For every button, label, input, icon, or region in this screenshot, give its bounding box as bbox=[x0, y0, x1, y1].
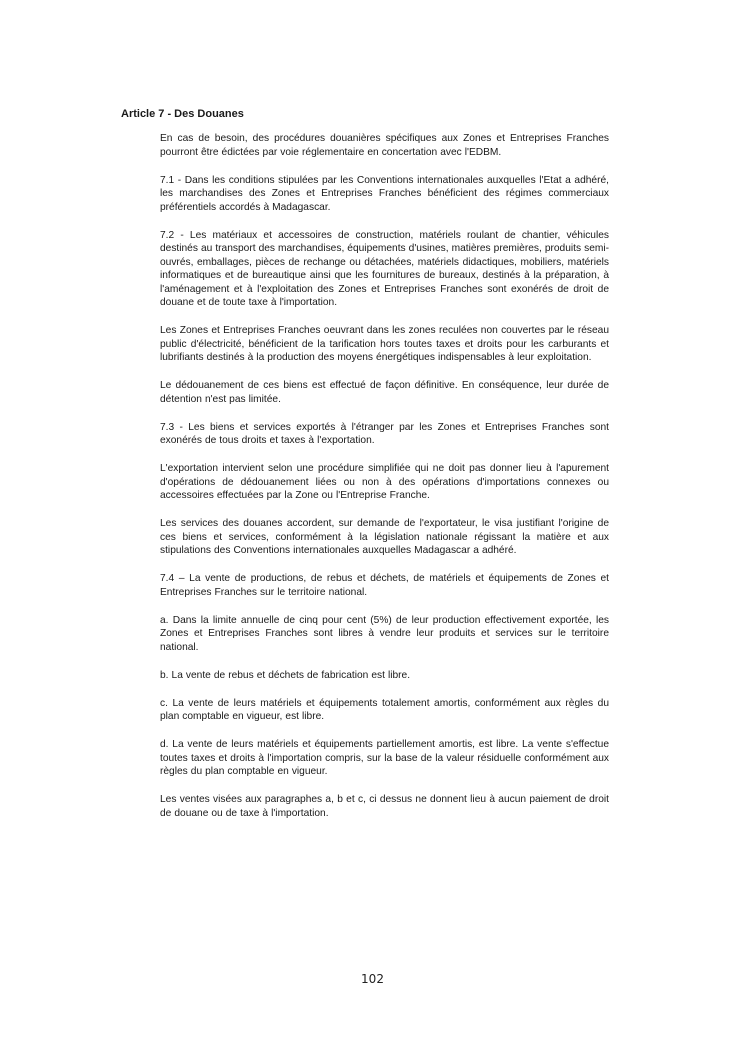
paragraph-dedouanement: Le dédouanement de ces biens est effectué de façon définitive. En conséquence, leur durée de détention n'est pas limitée. bbox=[160, 380, 609, 405]
page-number: 102 bbox=[361, 972, 384, 986]
paragraph-7-1: 7.1 - Dans les conditions stipulées par les Conventions internationales auxquelles l'Etat a adhéré, les marchandises des Zones et Entreprises Franches bénéficient des régimes commerciaux préférentiels accordés à Madagascar. bbox=[160, 174, 609, 213]
paragraph-7-4: 7.4 – La vente de productions, de rebus et déchets, de matériels et équipements de Zones et Entreprises Franches sur le territoire national. bbox=[160, 573, 609, 598]
paragraph-b: b. La vente de rebus et déchets de fabrication est libre. bbox=[160, 669, 411, 681]
paragraph-a: a. Dans la limite annuelle de cinq pour cent (5%) de leur production effectivement exportée, les Zones et Entreprises Franches sont libres à vendre leur produits et services sur le territoire national. bbox=[160, 614, 609, 653]
paragraph-intro: En cas de besoin, des procédures douanières spécifiques aux Zones et Entreprises Franches pourront être édictées par voie réglementaire en concertation avec l'EDBM. bbox=[160, 133, 609, 158]
paragraph-ventes-visees: Les ventes visées aux paragraphes a, b et c, ci dessus ne donnent lieu à aucun paiement de droit de douane ou de taxe à l'importation. bbox=[160, 794, 609, 819]
paragraph-services-douanes: Les services des douanes accordent, sur demande de l'exportateur, le visa justifiant l'origine de ces biens et services, conformément à la législation nationale régissant la matière et aux stipulations des Conventions internationales auxquelles Madagascar a adhéré. bbox=[160, 518, 609, 556]
paragraph-7-3: 7.3 - Les biens et services exportés à l'étranger par les Zones et Entreprises Franches sont exonérés de tous droits et taxes à l'exportation. bbox=[160, 421, 609, 446]
article-heading: Article 7 - Des Douanes bbox=[121, 108, 244, 120]
paragraph-7-2: 7.2 - Les matériaux et accessoires de construction, matériels roulant de chantier, véhicules destinés au transport des marchandises, équipements d'usines, matières premières, produits semi-ouvrés, emballages, pièces de rechange ou détachées, matériels didactiques, mobiliers, matériels informatiques et de bureautique ainsi que les fournitures de bureaux, destinés à la préparation, à l'aménagement et à l'exploitation des Zones et Entreprises Franches sont exonérés de droit de douane et de toute taxe à l'importation. bbox=[160, 229, 610, 308]
paragraph-zones-reculees: Les Zones et Entreprises Franches oeuvrant dans les zones reculées non couvertes par le réseau public d'électricité, bénéficient de la tarification hors toutes taxes et droits pour les carburants et lubrifiants destinés à la production des moyens énergétiques indispensables à leur exploitation. bbox=[160, 325, 609, 363]
paragraph-c: c. La vente de leurs matériels et équipements totalement amortis, conformément aux règles du plan comptable en vigueur, est libre. bbox=[160, 697, 609, 722]
article-body bbox=[160, 132, 609, 835]
paragraph-exportation: L'exportation intervient selon une procédure simplifiée qui ne doit pas donner lieu à l'apurement d'opérations de dédouanement liées ou non à des opérations d'importations connexes ou accessoires effectuées par la Zone ou l'Entreprise Franche. bbox=[160, 463, 609, 501]
paragraph-d: d. La vente de leurs matériels et équipements partiellement amortis, est libre. La vente s'effectue toutes taxes et droits à l'importation compris, sur la base de la valeur résiduelle conformément aux règles du plan comptable en vigueur. bbox=[160, 739, 609, 777]
